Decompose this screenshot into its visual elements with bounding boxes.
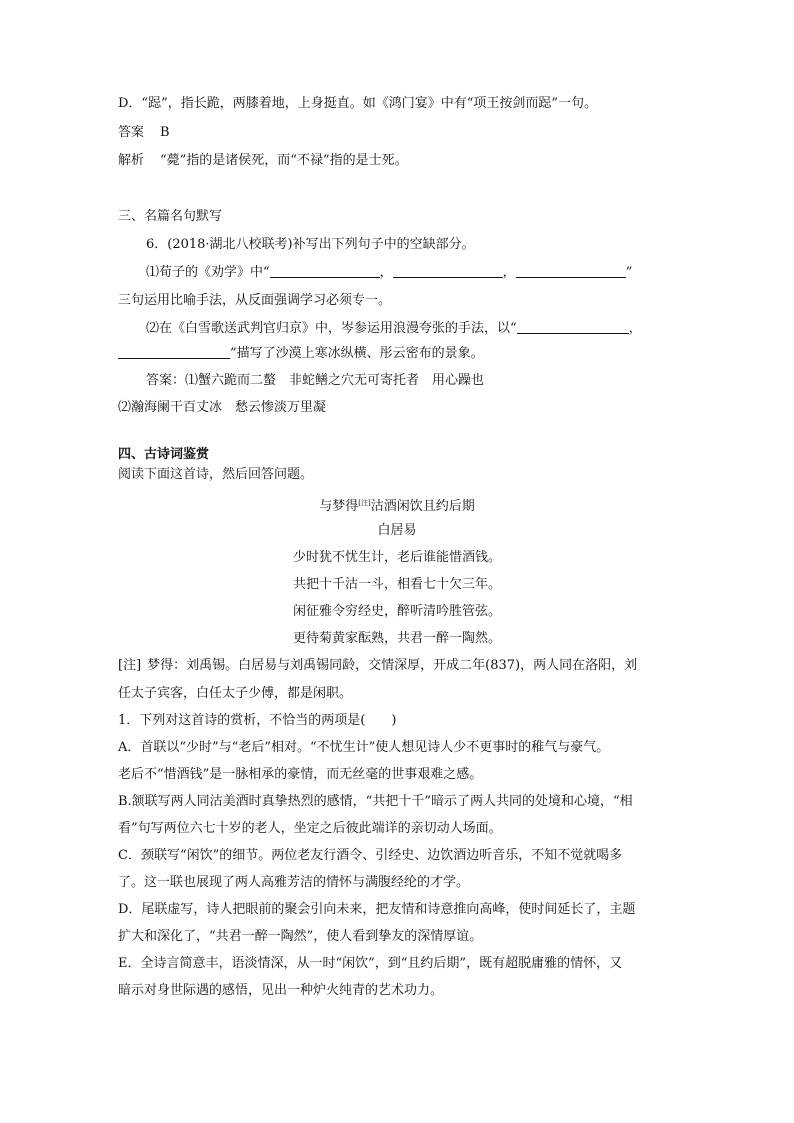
answer-label: 答案: [118, 125, 145, 140]
fill-blank: [393, 265, 503, 278]
analysis-text: “薨”指的是诸侯死，而“不禄”指的是士死。: [160, 153, 408, 168]
poem-title-part2: 沽酒闲饮且约后期: [370, 499, 475, 514]
poem-note-line2: 任太子宾客，白任太子少傅，都是闲职。: [118, 686, 353, 701]
option-b-line1: B.颔联写两人同沽美酒时真挚热烈的感情，“共把十千”暗示了两人共同的处境和心境，“相: [118, 794, 633, 809]
p1-start: ⑴荀子的《劝学》中“: [146, 265, 270, 280]
option-a-line2: 老后不“惜酒钱”是一脉相承的豪情，而无丝毫的世事艰难之感。: [118, 767, 483, 782]
section3-heading: 三、名篇名句默写: [118, 209, 223, 224]
q5-answer: [118, 124, 170, 142]
q6-part2: [146, 320, 642, 338]
q6-answer-line2: ⑵瀚海阑干百丈冰 愁云惨淡万里凝: [118, 400, 327, 415]
option-e-line1: E．全诗言简意丰，语淡情深，从一时“闲饮”，到“且约后期”，既有超脱庸雅的情怀，又: [118, 956, 623, 971]
fill-blank: [270, 265, 380, 278]
poem-title: [0, 494, 794, 516]
option-b-line2: 看”句写两位六七十岁的老人，坐定之后彼此端详的亲切动人场面。: [118, 821, 502, 836]
q6-part1: [146, 264, 632, 282]
option-d-line1: D．尾联虚写，诗人把眼前的聚会引向未来，把友情和诗意推向高峰，使时间延长了，主题: [118, 902, 636, 917]
fill-blank: [118, 346, 230, 359]
q6-part2-line2: [118, 345, 484, 363]
analysis-label: 解析: [118, 153, 145, 168]
fill-blank: [517, 321, 629, 334]
section4-instruction: 阅读下面这首诗，然后回答问题。: [118, 467, 314, 482]
option-e-line2: 暗示对身世际遇的感悟，见出一种炉火纯青的艺术功力。: [118, 983, 444, 998]
fill-blank: [516, 265, 626, 278]
option-d-line2: 扩大和深化了，“共君一醉一陶然”，使人看到挚友的深情厚谊。: [118, 929, 483, 944]
q6-part1-line2: 三句运用比喻手法，从反面强调学习必须专一。: [118, 293, 392, 308]
note-label: [注]: [118, 658, 142, 673]
poem-line: 共把十千沽一斗，相看七十欠三年。: [292, 577, 501, 592]
q5-option-d: D．“跽”，指长跪，两膝着地，上身挺直。如《鸿门宴》中有“项王按剑而跽”一句。: [118, 96, 598, 111]
poem-line: 更待菊黄家酝熟，共君一醉一陶然。: [292, 631, 501, 646]
poem-note-mark: [注]: [358, 499, 371, 507]
p2-comma: ，: [628, 321, 642, 336]
poem-note-line1: [118, 657, 637, 675]
poem-title-part1: 与梦得: [319, 499, 359, 514]
poem-author: 白居易: [377, 523, 417, 538]
question-1: 1．下列对这首诗的赏析，不恰当的两项是( ): [118, 713, 397, 728]
poem-line: 闲征雅令穷经史，醉听清吟胜管弦。: [292, 604, 501, 619]
poem-line: 少时犹不忧生计，老后谁能惜酒钱。: [292, 550, 501, 565]
p2-start: ⑵在《白雪歌送武判官归京》中，岑参运用浪漫夸张的手法，以“: [146, 321, 517, 336]
p2-line2-end: ”描写了沙漠上寒冰纵横、彤云密布的景象。: [230, 346, 484, 361]
p1-end: ”: [625, 265, 633, 280]
answer-value: B: [160, 125, 170, 140]
q6-answer-line1: 答案：⑴蟹六跪而二螯 非蛇鳝之穴无可寄托者 用心躁也: [146, 373, 485, 388]
option-a-line1: A．首联以“少时”与“老后”相对。“不忧生计”使人想见诗人少不更事时的稚气与豪气。: [118, 740, 610, 755]
section4-heading: 四、古诗词鉴赏: [118, 447, 210, 462]
q5-analysis: [118, 152, 408, 170]
option-c-line1: C．颈联写“闲饮”的细节。两位老友行酒令、引经史、边饮酒边听音乐，不知不觉就喝多: [118, 848, 623, 863]
note-text: 梦得：刘禹锡。白居易与刘禹锡同龄，交情深厚，开成二年(837)，两人同在洛阳，刘: [147, 658, 638, 673]
option-c-line2: 了。这一联也展现了两人高雅芳洁的情怀与满腹经纶的才学。: [118, 875, 470, 890]
question-6: 6．(2018·湖北八校联考)补写出下列句子中的空缺部分。: [146, 237, 475, 252]
p1-comma1: ，: [379, 265, 393, 280]
p1-comma2: ，: [502, 265, 516, 280]
